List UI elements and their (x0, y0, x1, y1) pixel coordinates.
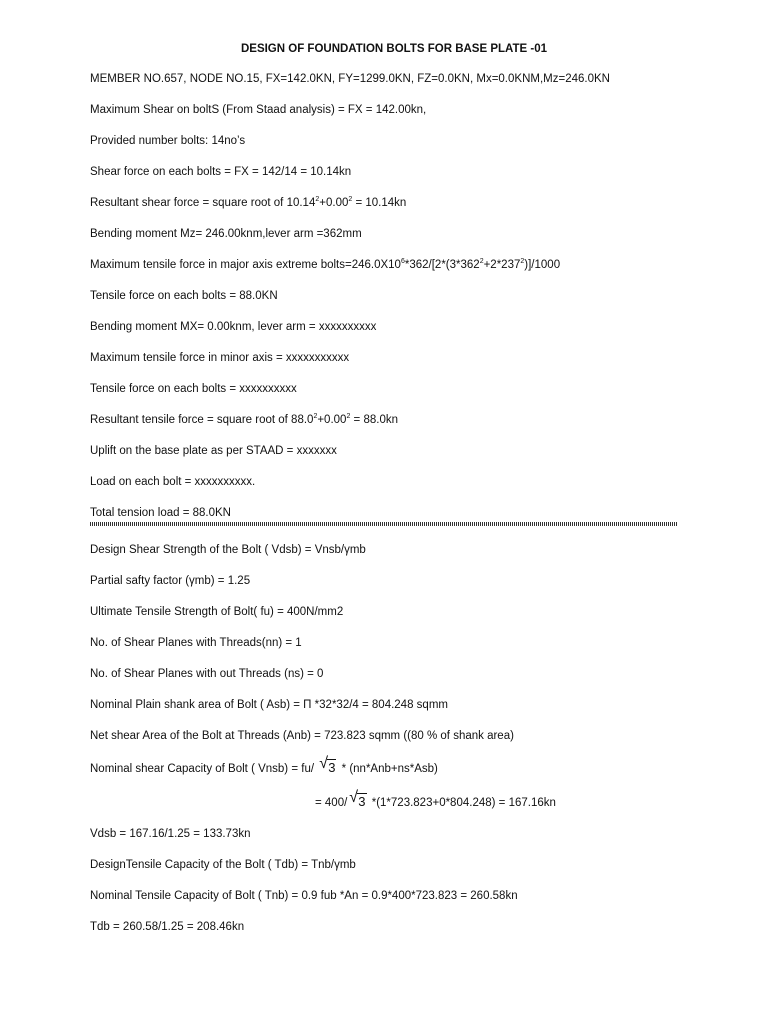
net-shear-area-line: Net shear Area of the Bolt at Threads (Anb) = 723.823 sqmm ((80 % of shank area) (90, 730, 514, 742)
vdsb-line: Vdsb = 167.16/1.25 = 133.73kn (90, 828, 251, 840)
max-tensile-prefix: Maximum tensile force in major axis extreme bolts=246.0X10 (90, 259, 401, 271)
sqrt-symbol: √ 3 (319, 755, 336, 775)
shear-planes-without-line: No. of Shear Planes with out Threads (ns) = 0 (90, 668, 324, 680)
max-tensile-exp2: 2 (479, 258, 484, 266)
nominal-shear-calc-prefix: = 400/ (315, 797, 348, 809)
member-line: MEMBER NO.657, NODE NO.15, FX=142.0KN, FY=1299.0KN, FZ=0.0KN, Mx=0.0KNM,Mz=246.0KN (90, 73, 610, 85)
nominal-shear-prefix: Nominal shear Capacity of Bolt ( Vnsb) = fu/ (90, 763, 318, 775)
resultant-shear-exp1: 2 (315, 196, 320, 204)
resultant-tensile-mid: +0.00 (317, 414, 347, 426)
resultant-shear-suffix: = 10.14kn (352, 197, 407, 209)
bending-mx-line: Bending moment MX= 0.00knm, lever arm = xxxxxxxxxx (90, 321, 377, 333)
resultant-tensile-line (90, 413, 398, 427)
design-tensile-line: DesignTensile Capacity of the Bolt ( Tdb) = Tnb/γmb (90, 859, 356, 871)
resultant-shear-mid: +0.00 (319, 197, 349, 209)
max-tensile-minor-line: Maximum tensile force in minor axis = xxxxxxxxxxx (90, 352, 350, 364)
nominal-shear-calc-suffix: *(1*723.823+0*804.248) = 167.16kn (368, 797, 556, 809)
load-each-line: Load on each bolt = xxxxxxxxxx. (90, 476, 256, 488)
sqrt-symbol-calc: √ 3 (349, 789, 366, 809)
ultimate-tensile-line: Ultimate Tensile Strength of Bolt( fu) = 400N/mm2 (90, 606, 344, 618)
shear-planes-threads-line: No. of Shear Planes with Threads(nn) = 1 (90, 637, 302, 649)
max-tensile-major-line (90, 258, 560, 272)
uplift-line: Uplift on the base plate as per STAAD = xxxxxxx (90, 445, 337, 457)
max-tensile-exp3: 2 (520, 258, 525, 266)
resultant-tensile-suffix: = 88.0kn (350, 414, 398, 426)
sqrt-radicand: 3 (328, 760, 336, 775)
nominal-shear-calc-line (315, 789, 556, 810)
design-shear-line: Design Shear Strength of the Bolt ( Vdsb) = Vnsb/γmb (90, 544, 366, 556)
nominal-shear-suffix: * (nn*Anb+ns*Asb) (338, 763, 438, 775)
resultant-tensile-prefix: Resultant tensile force = square root of 88.0 (90, 414, 314, 426)
max-tensile-suffix: )]/1000 (524, 259, 561, 271)
tensile-each-line-2: Tensile force on each bolts = xxxxxxxxxx (90, 383, 297, 395)
resultant-tensile-exp1: 2 (313, 413, 318, 421)
resultant-tensile-exp2: 2 (346, 413, 351, 421)
document-title: DESIGN OF FOUNDATION BOLTS FOR BASE PLATE -01 (240, 43, 548, 55)
max-shear-line: Maximum Shear on boltS (From Staad analysis) = FX = 142.00kn, (90, 104, 427, 116)
nominal-shear-line (90, 755, 438, 776)
total-tension-line: Total tension load = 88.0KN (90, 507, 231, 519)
resultant-shear-prefix: Resultant shear force = square root of 10.14 (90, 197, 316, 209)
nominal-plain-line: Nominal Plain shank area of Bolt ( Asb) = Π *32*32/4 = 804.248 sqmm (90, 699, 448, 711)
tensile-each-line-1: Tensile force on each bolts = 88.0KN (90, 290, 278, 302)
max-tensile-mid2: +2*237 (483, 259, 521, 271)
max-tensile-mid1: *362/[2*(3*362 (404, 259, 480, 271)
resultant-shear-line (90, 196, 406, 210)
partial-factor-line: Partial safty factor (γmb) = 1.25 (90, 575, 251, 587)
bending-mz-line: Bending moment Mz= 246.00knm,lever arm =362mm (90, 228, 362, 240)
section-divider (90, 522, 678, 526)
max-tensile-exp1: 6 (400, 258, 405, 266)
nominal-tensile-line: Nominal Tensile Capacity of Bolt ( Tnb) = 0.9 fub *An = 0.9*400*723.823 = 260.58kn (90, 890, 518, 902)
sqrt-radicand-calc: 3 (358, 794, 366, 809)
num-bolts-line: Provided number bolts: 14no’s (90, 135, 246, 147)
tdb-line: Tdb = 260.58/1.25 = 208.46kn (90, 921, 245, 933)
shear-each-line: Shear force on each bolts = FX = 142/14 = 10.14kn (90, 166, 352, 178)
resultant-shear-exp2: 2 (348, 196, 353, 204)
